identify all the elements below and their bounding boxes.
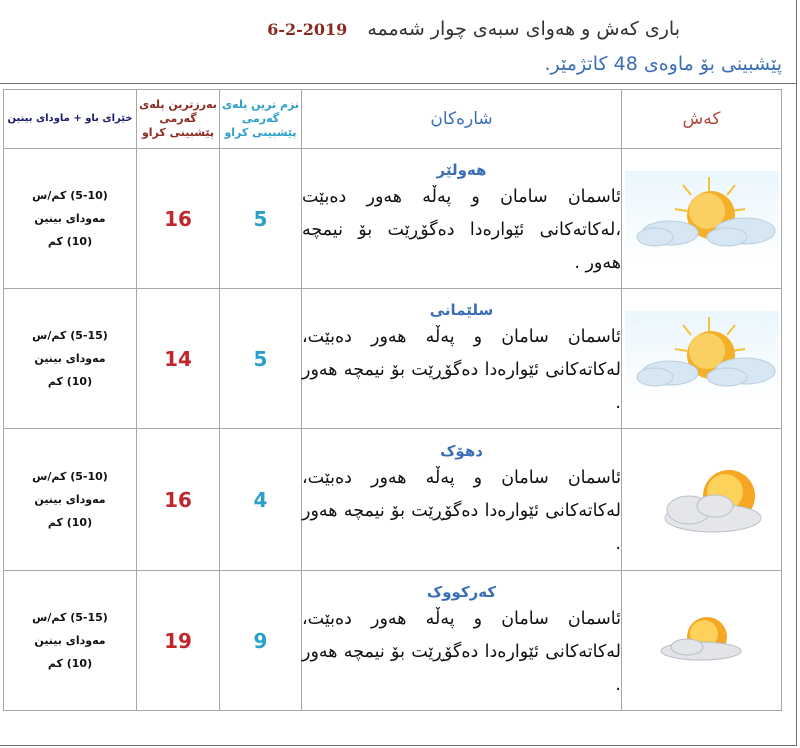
- visibility-label: مەودای بینین: [34, 212, 106, 225]
- max-temp-cell: 14: [137, 289, 220, 429]
- weather-icon-cell: [622, 571, 782, 711]
- sun-behind-clouds-icon: [625, 171, 779, 263]
- sun-behind-clouds-icon: [625, 311, 779, 403]
- sun-behind-cloud-icon: [625, 452, 779, 544]
- wind-speed: (5-15) کم/س: [32, 329, 108, 342]
- table-row: [4, 289, 782, 429]
- visibility-value: (10) کم: [47, 657, 93, 670]
- forecast-table: [3, 89, 782, 711]
- header-min-temp: نزم ترین پلەی گەرمی پێشبینی کراو: [220, 90, 302, 149]
- header-city: شارەکان: [302, 90, 622, 149]
- city-cell: [302, 149, 622, 289]
- city-cell: [302, 429, 622, 571]
- visibility-value: (10) کم: [47, 235, 93, 248]
- max-temp-cell: 16: [137, 149, 220, 289]
- wind-cell: [4, 289, 137, 429]
- min-temp-cell: 5: [220, 149, 302, 289]
- city-description: ئاسمان سامان و پەڵە هەور دەبێت، لەکاتەکانی ئێوارەدا دەگۆڕێت بۆ نیمچە هەور .: [302, 468, 621, 554]
- weather-icon-cell: [622, 289, 782, 429]
- wind-cell: [4, 429, 137, 571]
- table-row: [4, 571, 782, 711]
- wind-cell: [4, 571, 137, 711]
- max-temp-cell: 19: [137, 571, 220, 711]
- city-cell: [302, 571, 622, 711]
- title-date: 6-2-2019: [267, 20, 348, 39]
- min-temp-cell: 4: [220, 429, 302, 571]
- header-divider: [0, 83, 797, 84]
- city-cell: [302, 289, 622, 429]
- visibility-value: (10) کم: [47, 375, 93, 388]
- visibility-label: مەودای بینین: [34, 634, 106, 647]
- visibility-value: (10) کم: [47, 516, 93, 529]
- city-name: سلێمانی: [429, 301, 494, 319]
- header-max-temp: بەرزترین پلەی گەرمی پێشبینی کراو: [137, 90, 220, 149]
- table-row: [4, 149, 782, 289]
- title-text: باری کەش و هەوای سبەی چوار شەممە: [367, 18, 680, 40]
- city-description: ئاسمان سامان و پەڵە هەور دەبێت، لەکاتەکانی ئێوارەدا دەگۆڕێت بۆ نیمچە هەور .: [302, 327, 621, 413]
- weather-icon-cell: [622, 149, 782, 289]
- max-temp-cell: 16: [137, 429, 220, 571]
- table-header-row: [4, 90, 782, 149]
- table-row: [4, 429, 782, 571]
- visibility-label: مەودای بینین: [34, 352, 106, 365]
- wind-speed: (5-15) کم/س: [32, 611, 108, 624]
- header-wind: خێرای باو + ماودای بینین: [4, 90, 137, 149]
- wind-cell: [4, 149, 137, 289]
- city-name: هەولێر: [436, 161, 487, 179]
- min-temp-cell: 9: [220, 571, 302, 711]
- page-subtitle: پێشبینی بۆ ماوەی 48 کاتژمێر.: [544, 53, 782, 75]
- weather-icon-cell: [622, 429, 782, 571]
- sun-behind-cloud-icon: [625, 593, 779, 685]
- wind-speed: (5-10) کم/س: [32, 189, 108, 202]
- page-title: [267, 18, 680, 40]
- header-weather: کەش: [622, 90, 782, 149]
- city-name: کەرکووک: [426, 583, 497, 601]
- city-name: دهۆک: [440, 442, 483, 460]
- wind-speed: (5-10) کم/س: [32, 470, 108, 483]
- visibility-label: مەودای بینین: [34, 493, 106, 506]
- min-temp-cell: 5: [220, 289, 302, 429]
- city-description: ئاسمان سامان و پەڵە هەور دەبێت، لەکاتەکانی ئێوارەدا دەگۆڕێت بۆ نیمچە هەور .: [302, 609, 621, 695]
- city-description: ئاسمان سامان و پەڵە هەور دەبێت ،لەکاتەکانی ئێوارەدا دەگۆڕێت بۆ نیمچە هەور .: [302, 187, 621, 273]
